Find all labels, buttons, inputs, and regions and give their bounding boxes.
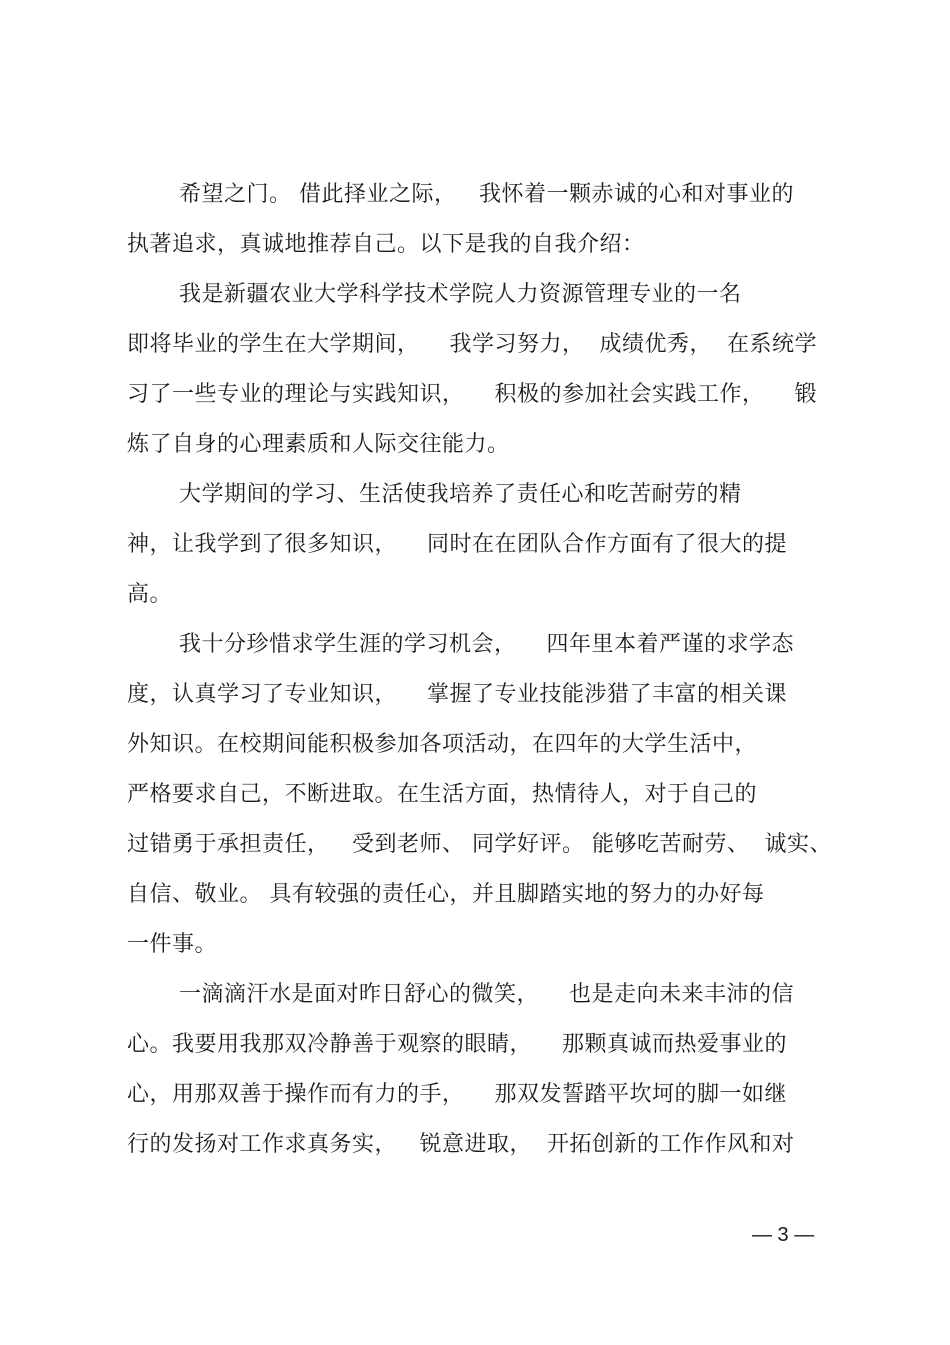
text-line: 一滴滴汗水是面对昨日舒心的微笑， 也是走向未来丰沛的信: [179, 982, 794, 1007]
text-line: 行的发扬对工作求真务实， 锐意进取， 开拓创新的工作作风和对: [127, 1132, 795, 1157]
text-line: 神，让我学到了很多知识， 同时在在团队合作方面有了很大的提: [127, 532, 787, 557]
text-line: 外知识。在校期间能积极参加各项活动，在四年的大学生活中，: [127, 732, 758, 757]
text-line: 一件事。: [127, 932, 218, 957]
text-line: 炼了自身的心理素质和人际交往能力。: [127, 432, 510, 457]
page-number: — 3 —: [752, 1224, 815, 1246]
text-line: 我是新疆农业大学科学技术学院人力资源管理专业的一名: [179, 282, 742, 307]
text-line: 过错勇于承担责任， 受到老师、 同学好评。 能够吃苦耐劳、 诚实、: [127, 832, 832, 857]
text-line: 即将毕业的学生在大学期间， 我学习努力， 成绩优秀， 在系统学: [127, 332, 817, 357]
text-line: 严格要求自己，不断进取。在生活方面，热情待人，对于自己的: [127, 782, 758, 807]
text-line: 自信、敬业。 具有较强的责任心，并且脚踏实地的努力的办好每: [127, 882, 765, 907]
text-line: 执著追求，真诚地推荐自己。以下是我的自我介绍：: [127, 232, 645, 257]
text-line: 高。: [127, 582, 173, 607]
text-line: 我十分珍惜求学生涯的学习机会， 四年里本着严谨的求学态: [179, 632, 794, 657]
text-line: 心。我要用我那双冷静善于观察的眼睛， 那颗真诚而热爱事业的: [127, 1032, 787, 1057]
text-line: 大学期间的学习、生活使我培养了责任心和吃苦耐劳的精: [179, 482, 742, 507]
text-line: 习了一些专业的理论与实践知识， 积极的参加社会实践工作， 锻: [127, 382, 817, 407]
text-line: 希望之门。 借此择业之际， 我怀着一颗赤诚的心和对事业的: [179, 182, 794, 207]
text-line: 度，认真学习了专业知识， 掌握了专业技能涉猎了丰富的相关课: [127, 682, 787, 707]
text-line: 心，用那双善于操作而有力的手， 那双发誓踏平坎坷的脚一如继: [127, 1082, 787, 1107]
